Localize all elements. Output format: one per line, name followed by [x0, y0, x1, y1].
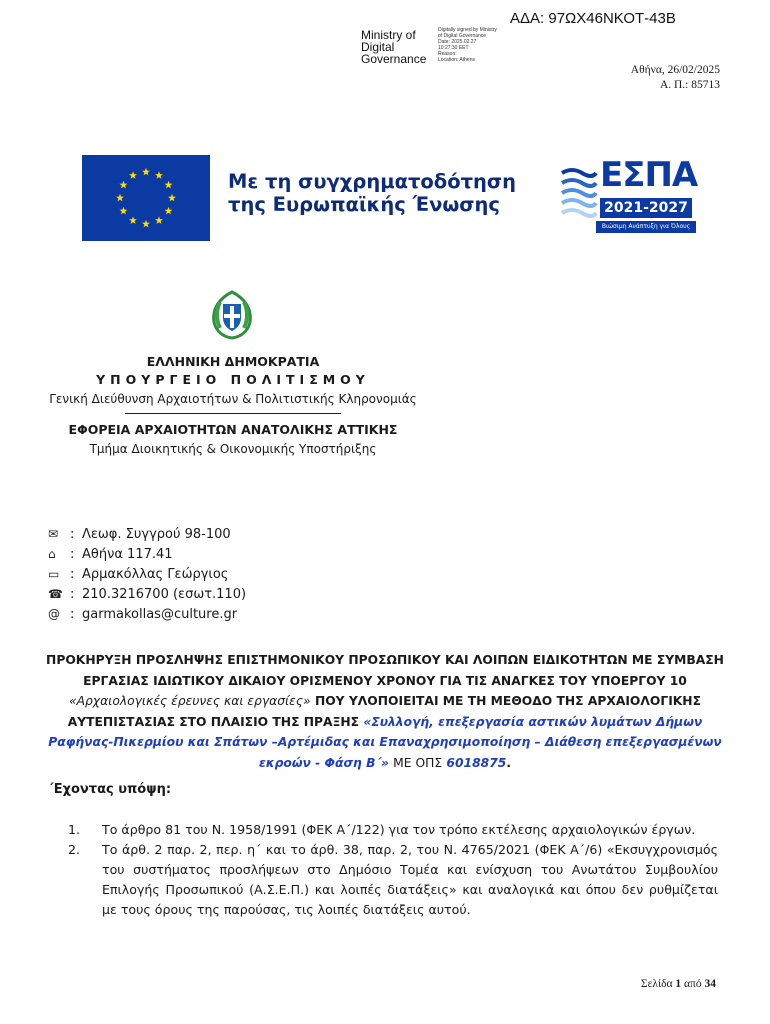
list-item — [48, 840, 718, 920]
ops-label: ΜΕ ΟΠΣ — [393, 755, 443, 770]
contact-row: ▭ : Αρμακόλλας Γεώργιος — [48, 566, 229, 582]
contact-city: Αθήνα 117.41 — [82, 546, 173, 562]
organization-block — [20, 353, 446, 458]
greek-emblem-icon — [206, 288, 258, 340]
divider — [125, 413, 341, 414]
title-part: ΠΡΟΚΗΡΥΞΗ ΠΡΟΣΛΗΨΗΣ ΕΠΙΣΤΗΜΟΝΙΚΟΥ ΠΡΟΣΩΠΙΚΟΥ ΚΑΙ ΛΟΙΠΩΝ ΕΙΔΙΚΟΤΗΤΩΝ ΜΕ ΣΥΜΒΑΣΗ ΕΡΓΑΣΙΑΣ ΙΔΙΩΤΙΚΟΥ ΔΙΚΑΙΟΥ ΟΡΙΣΜΕΝΟΥ ΧΡΟΝΟΥ ΓΙΑ ΤΙΣ ΑΝΑΓΚΕΣ ΤΟΥ ΥΠΟΕΡΓΟΥ 10 — [46, 653, 724, 688]
ops-code: 6018875 — [446, 755, 507, 770]
contact-row: ⌂ : Αθήνα 117.41 — [48, 546, 173, 562]
contact-list — [48, 524, 246, 624]
mailbox-icon: ⌂ — [48, 547, 56, 561]
contact-person: Αρμακόλλας Γεώργιος — [82, 566, 229, 582]
signature-meta-line: Digitally signed by Ministry — [438, 27, 497, 33]
title-part: ΠΟΥ ΥΛΟΠΟΙΕΙΤΑΙ ΜΕ ΤΗ ΜΕΘΟΔΟ ΤΗΣ ΑΡΧΑΙΟΛΟΓΙΚΗΣ ΑΥΤΕΠΙΣΤΑΣΙΑΣ ΣΤΟ ΠΛΑΙΣΙΟ ΤΗΣ ΠΡΑΞΗΣ — [67, 694, 701, 729]
page-number: 1 — [675, 978, 682, 990]
page-footer — [641, 978, 716, 990]
of-word: από — [684, 978, 702, 990]
signature-meta-line: of Digital Governance — [438, 33, 487, 39]
cofunding-line: της Ευρωπαϊκής Ένωσης — [228, 193, 500, 216]
signature-meta-line: Date: 2025.02.27 — [438, 39, 477, 45]
espa-title: ΕΣΠΑ — [600, 155, 698, 195]
directorate-name: Γενική Διεύθυνση Αρχαιοτήτων & Πολιτιστικής Κληρονομιάς — [49, 392, 417, 406]
document-date: Αθήνα, 26/02/2025 — [630, 64, 720, 76]
cofunding-statement — [228, 170, 516, 216]
ephorate-name: ΕΦΟΡΕΙΑ ΑΡΧΑΙΟΤΗΤΩΝ ΑΝΑΤΟΛΙΚΗΣ ΑΤΤΙΚΗΣ — [68, 422, 398, 437]
signature-meta-line: 10:27:30 EET — [438, 45, 469, 51]
cofunding-line: Με τη συγχρηματοδότηση — [228, 170, 516, 193]
department-name: Τμήμα Διοικητικής & Οικονομικής Υποστήριξης — [89, 442, 377, 456]
announcement-title — [40, 650, 730, 773]
contact-phone: 210.3216700 (εσωτ.110) — [82, 586, 247, 602]
contact-address: Λεωφ. Συγγρού 98-100 — [82, 526, 231, 542]
page-total: 34 — [704, 978, 716, 990]
signer-line: Digital — [361, 40, 395, 54]
considerations-list — [48, 820, 718, 920]
considering-heading: ΄Εχοντας υπόψη: — [48, 782, 172, 797]
espa-logo — [560, 155, 698, 245]
list-item-text: Το άρθ. 2 παρ. 2, περ. η΄ και το άρθ. 38, παρ. 2, του Ν. 4765/2021 (ΦΕΚ Α΄/6) «Εκσυγχρονισμός του συστήματος προσλήψεων στο Δημόσιο Τομέα και ενίσχυση του Ανωτάτου Συμβουλίου Επιλογής Προσωπικού (Α.Σ.Ε.Π.) και λοιπές διατάξεις» και αναλογικά και όπου δεν ρυθμίζεται με τους όρους της παρούσας, τις λοιπές διατάξεις αυτού. — [102, 842, 718, 917]
republic-name: ΕΛΛΗΝΙΚΗ ΔΗΜΟΚΡΑΤΙΑ — [146, 354, 320, 369]
page-word: Σελίδα — [640, 978, 673, 990]
espa-waves-icon — [560, 159, 598, 221]
contact-row: ☎ : 210.3216700 (εσωτ.110) — [48, 586, 247, 602]
signature-metadata — [438, 27, 497, 63]
project-name: «Συλλογή, επεξεργασία αστικών λυμάτων Δήμων Ραφήνας-Πικερμίου και Σπάτων –Αρτέμιδας και Επαναχρησιμοποίηση – Διάθεση επεξεργασμένων εκροών - Φάση Β΄» — [48, 714, 722, 770]
at-icon: @ — [48, 607, 60, 621]
espa-subtitle: Βιώσιμη Ανάπτυξη για Όλους — [596, 221, 696, 233]
title-period: . — [506, 755, 511, 770]
signer-line: Governance — [361, 52, 427, 66]
signature-meta-line: Reason: — [438, 51, 457, 57]
ada-code: ΑΔΑ: 97ΩΧ46ΝΚΟΤ-43Β — [510, 10, 676, 27]
contact-row: ✉ : Λεωφ. Συγγρού 98-100 — [48, 526, 231, 542]
eu-flag-icon — [82, 155, 210, 241]
envelope-icon: ✉ — [48, 527, 59, 541]
list-item — [48, 820, 718, 840]
digital-signer — [361, 29, 426, 65]
date-block — [631, 63, 720, 93]
ministry-name: ΥΠΟΥΡΓΕΙΟ ΠΟΛΙΤΙΣΜΟΥ — [96, 372, 370, 387]
espa-years: 2021-2027 — [600, 198, 692, 218]
protocol-number: Α. Π.: 85713 — [659, 79, 720, 91]
subproject-name: «Αρχαιολογικές έρευνες και εργασίες» — [68, 694, 311, 708]
signature-meta-line: Location: Athens — [438, 57, 475, 63]
list-item-number: 2. — [68, 842, 81, 857]
list-item-text: Το άρθρο 81 του Ν. 1958/1991 (ΦΕΚ Α΄/122) για τον τρόπο εκτέλεσης αρχαιολογικών έργων. — [102, 822, 696, 837]
signer-line: Ministry of — [361, 28, 416, 42]
contact-row: @ : garmakollas@culture.gr — [48, 606, 238, 622]
phone-icon: ☎ — [48, 587, 63, 601]
book-icon: ▭ — [48, 567, 60, 581]
list-item-number: 1. — [68, 822, 81, 837]
contact-email[interactable]: garmakollas@culture.gr — [82, 606, 238, 622]
